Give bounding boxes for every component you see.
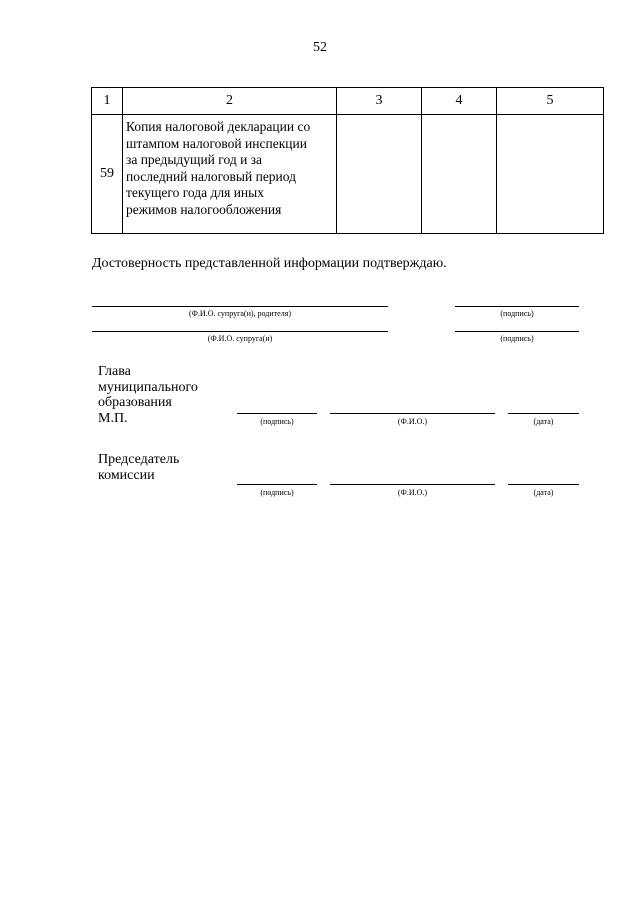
- chair-signature-line: [237, 484, 317, 485]
- description-line: текущего года для иных: [126, 185, 264, 200]
- description-line: за предыдущий год и за: [126, 152, 262, 167]
- head-title-line: образования: [98, 395, 172, 410]
- spouse-name-line: [92, 331, 388, 332]
- head-signature-line: [237, 413, 317, 414]
- confirmation-text: Достоверность представленной информации подтверждаю.: [92, 256, 447, 271]
- stamp-place-label: М.П.: [98, 410, 128, 426]
- head-title-line: Глава: [98, 364, 131, 379]
- chair-date-caption: (дата): [533, 488, 554, 497]
- header-cell-3: 3: [337, 88, 422, 115]
- head-name-line: [330, 413, 495, 414]
- signature-line-2: [455, 331, 579, 332]
- description-line: Копия налоговой декларации со: [126, 119, 311, 134]
- row-col3: [337, 115, 422, 234]
- header-cell-1: 1: [92, 88, 123, 115]
- head-title: [98, 364, 198, 426]
- row-number: 59: [92, 115, 123, 234]
- header-cell-5: 5: [497, 88, 604, 115]
- chair-date-line: [508, 484, 579, 485]
- documents-table: [91, 87, 604, 234]
- chair-title-line: комиссии: [98, 467, 155, 483]
- row-col5: [497, 115, 604, 234]
- description-line: режимов налогообложения: [126, 201, 282, 217]
- table-row: [92, 115, 604, 234]
- spouse-caption: (Ф.И.О. супруга(и): [207, 334, 273, 343]
- chair-signature-caption: (подпись): [260, 488, 294, 497]
- description-line: последний налоговый период: [126, 168, 297, 184]
- signature-caption-2: (подпись): [500, 334, 534, 343]
- table-header-row: [92, 88, 604, 115]
- head-title-line: муниципального: [98, 379, 198, 395]
- page-number: 52: [313, 40, 327, 55]
- spouse-parent-caption: (Ф.И.О. супруга(и), родителя): [188, 309, 292, 318]
- chair-name-caption: (Ф.И.О.): [397, 488, 428, 497]
- header-cell-2: 2: [123, 88, 337, 115]
- signature-line-1: [455, 306, 579, 307]
- head-date-line: [508, 413, 579, 414]
- head-signature-caption: (подпись): [260, 417, 294, 426]
- row-description: [123, 115, 337, 234]
- chair-name-line: [330, 484, 495, 485]
- chair-title: [98, 452, 179, 483]
- header-cell-4: 4: [422, 88, 497, 115]
- spouse-parent-name-line: [92, 306, 388, 307]
- row-col4: [422, 115, 497, 234]
- head-date-caption: (дата): [533, 417, 554, 426]
- description-line: штампом налоговой инспекции: [126, 135, 307, 151]
- head-name-caption: (Ф.И.О.): [397, 417, 428, 426]
- signature-caption-1: (подпись): [500, 309, 534, 318]
- chair-title-line: Председатель: [98, 452, 180, 467]
